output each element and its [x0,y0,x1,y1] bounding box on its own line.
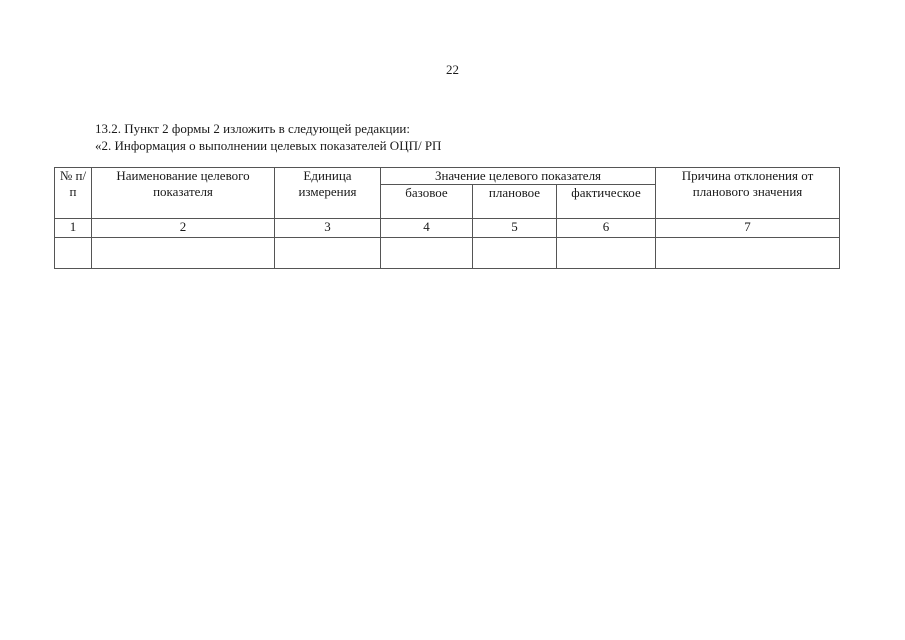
header-base: базовое [381,185,473,219]
table-cell [656,238,840,269]
section-title: «2. Информация о выполнении целевых показателей ОЦП/ РП [95,138,442,153]
header-planned: плановое [473,185,557,219]
table-cell [473,238,557,269]
column-number: 2 [92,219,275,238]
table-cell [92,238,275,269]
table-cell [275,238,381,269]
column-number: 6 [557,219,656,238]
column-number: 1 [55,219,92,238]
column-number: 7 [656,219,840,238]
column-number: 5 [473,219,557,238]
header-value-group: Значение целевого показателя [381,168,656,185]
column-number-row [55,219,840,238]
header-unit: Единица измерения [275,168,381,219]
table-cell [55,238,92,269]
target-indicators-table [54,167,840,269]
header-no: № п/п [55,168,92,219]
header-row [55,168,840,185]
amendment-clause: 13.2. Пункт 2 формы 2 изложить в следующей редакции: [95,121,411,136]
table-cell [557,238,656,269]
column-number: 3 [275,219,381,238]
table-cell [381,238,473,269]
header-actual: фактическое [557,185,656,219]
header-name: Наименование целевого показателя [92,168,275,219]
page-number: 22 [446,62,459,77]
header-reason: Причина отклонения от планового значения [656,168,840,219]
column-number: 4 [381,219,473,238]
table-row [55,238,840,269]
